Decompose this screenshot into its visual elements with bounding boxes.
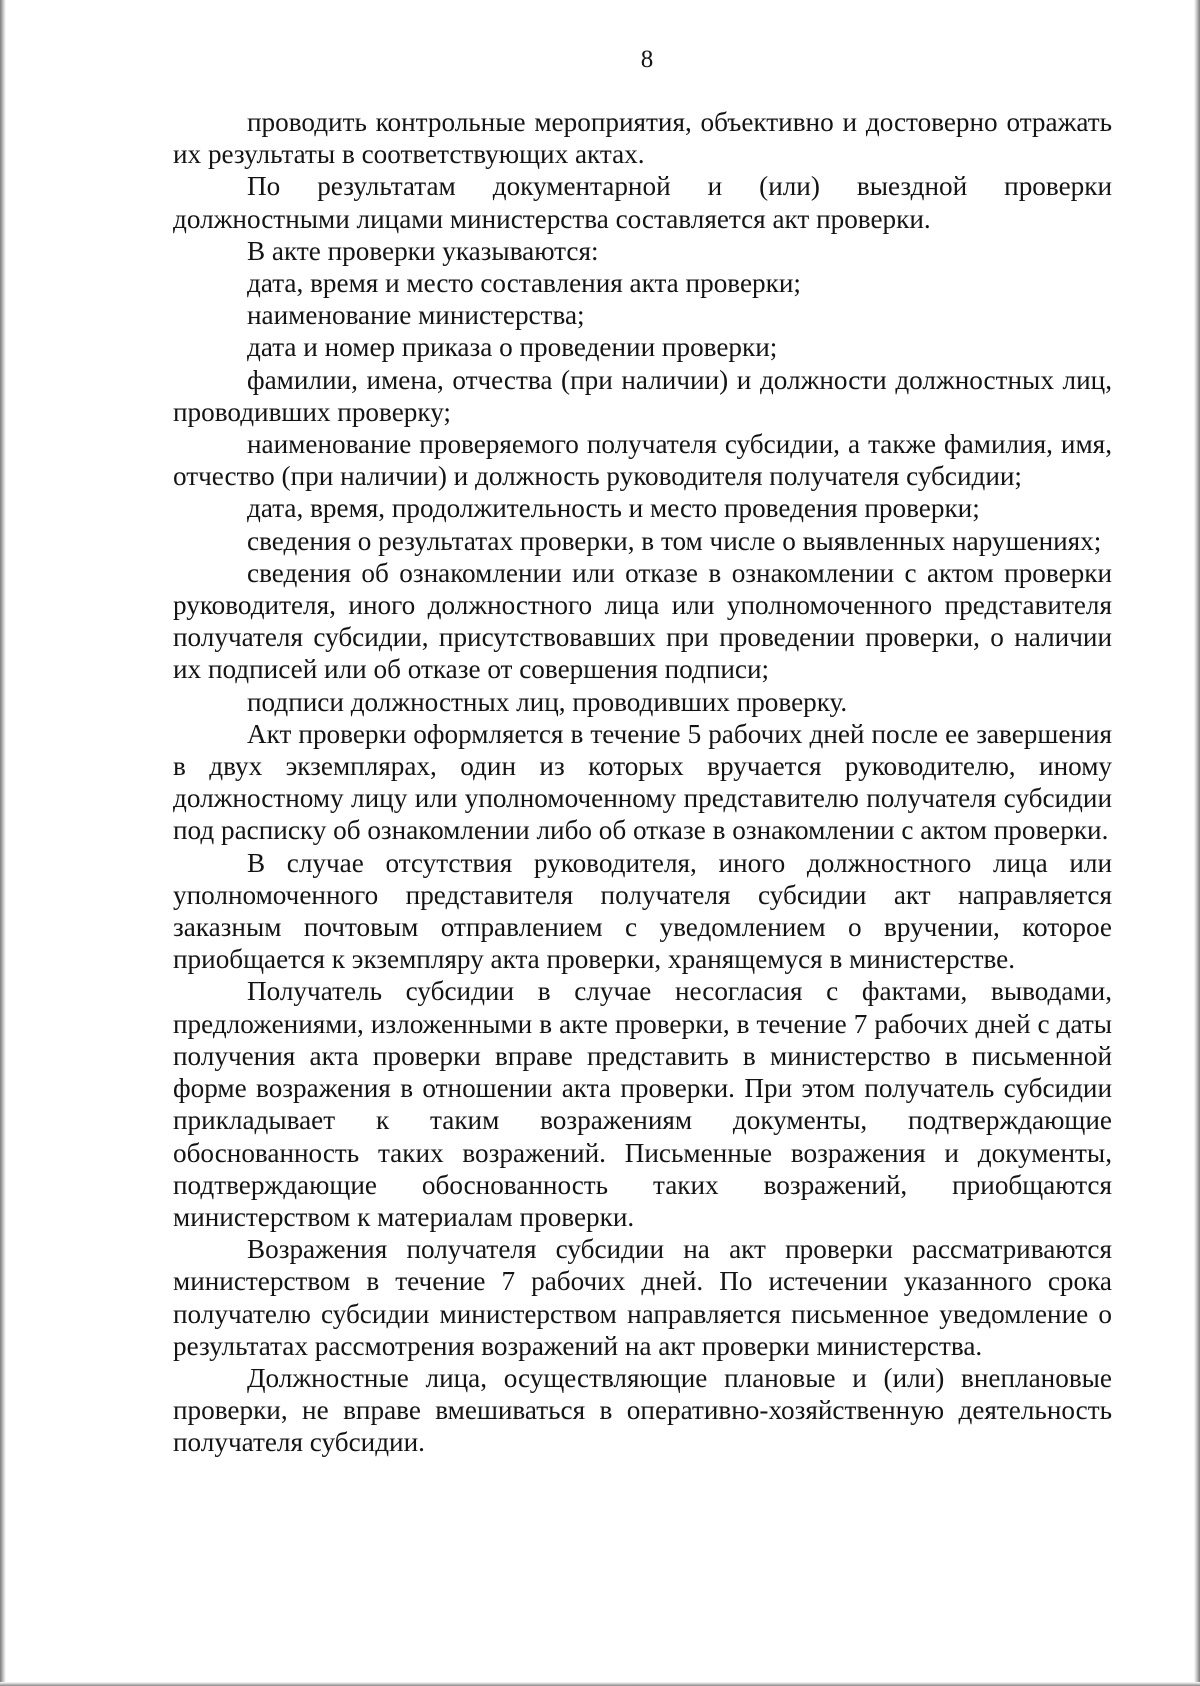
list-item-recipient-name: наименование проверяемого получателя субсидии, а также фамилия, имя, отчество (при наличии) и должность руководителя получателя субсидии; xyxy=(173,429,1112,492)
paragraph-non-interference: Должностные лица, осуществляющие плановые и (или) внеплановые проверки, не вправе вмешиваться в оперативно-хозяйственную деятельность получателя субсидии. xyxy=(173,1362,1112,1458)
page-number: 8 xyxy=(640,46,654,73)
list-item-ministry-name: наименование министерства; xyxy=(247,300,585,331)
scan-edge-left xyxy=(0,0,6,1686)
paragraph-act-drawn-up: По результатам документарной и (или) выездной проверки должностными лицами министерства составляется акт проверки. xyxy=(173,171,1112,234)
list-item-acknowledgement: сведения об ознакомлении или отказе в ознакомлении с актом проверки руководителя, иного должностного лица или уполномоченного представителя получателя субсидии, присутствовавших при проведении проверки, о наличии их подписей или об отказе от совершения подписи; xyxy=(173,557,1112,685)
list-item-order-number: дата и номер приказа о проведении проверки; xyxy=(247,332,778,363)
paragraph-objections-review: Возражения получателя субсидии на акт проверки рассматриваются министерством в течение 7 рабочих дней. По истечении указанного срока получателю субсидии министерством направляется письменное уведомление о результатах рассмотрения возражений на акт проверки министерства. xyxy=(173,1234,1112,1361)
list-item-date-place: дата, время и место составления акта проверки; xyxy=(247,268,801,299)
list-item-signatures: подписи должностных лиц, проводивших проверку. xyxy=(247,686,848,717)
list-item-results: сведения о результатах проверки, в том числе о выявленных нарушениях; xyxy=(247,525,1102,556)
list-item-inspectors: фамилии, имена, отчества (при наличии) и должности должностных лиц, проводивших проверку; xyxy=(173,364,1112,427)
paragraph-objections: Получатель субсидии в случае несогласия с фактами, выводами, предложениями, изложенными в акте проверки, в течение 7 рабочих дней с даты получения акта проверки вправе представить в министерство в письменной форме возражения в отношении акта проверки. При этом получатель субсидии прикладывает к таким возражениям документы, подтверждающие обоснованность таких возражений. Письменные возражения и документы, подтверждающие обоснованность таких возражений, приобщаются министерством к материалам проверки. xyxy=(173,976,1112,1232)
scan-edge-bottom xyxy=(0,1682,1200,1686)
document-body xyxy=(173,106,1112,1459)
paragraph-continuation: проводить контрольные мероприятия, объективно и достоверно отражать их результаты в соответствующих актах. xyxy=(173,107,1112,170)
paragraph-absence-case: В случае отсутствия руководителя, иного должностного лица или уполномоченного представителя получателя субсидии акт направляется заказным почтовым отправлением с уведомлением о вручении, которое приобщается к экземпляру акта проверки, хранящемуся в министерстве. xyxy=(173,847,1112,975)
paragraph-act-execution: Акт проверки оформляется в течение 5 рабочих дней после ее завершения в двух экземплярах, один из которых вручается руководителю, иному должностному лицу или уполномоченному представителю получателя субсидии под расписку об ознакомлении либо об отказе в ознакомлении с актом проверки. xyxy=(173,718,1112,846)
paragraph-act-contents-intro: В акте проверки указываются: xyxy=(247,235,599,266)
scan-edge-right xyxy=(1194,0,1200,1686)
list-item-inspection-time: дата, время, продолжительность и место проведения проверки; xyxy=(247,493,980,524)
